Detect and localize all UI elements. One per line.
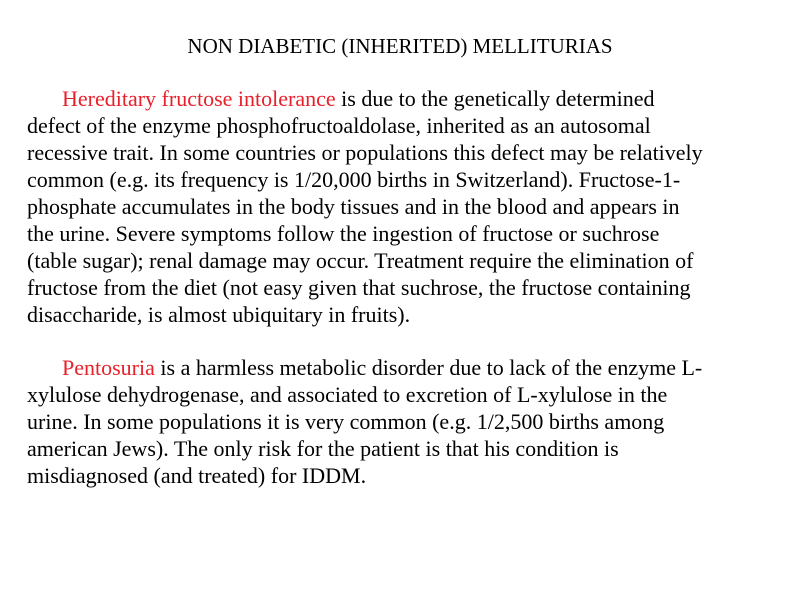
paragraph-line xyxy=(27,354,777,381)
paragraph-line: american Jews). The only risk for the patient is that his condition is xyxy=(27,436,619,461)
paragraph-line-text: is due to the genetically determined xyxy=(335,86,655,111)
paragraph-line: disaccharide, is almost ubiquitary in fruits). xyxy=(27,302,411,327)
paragraph-pentosuria xyxy=(27,354,777,489)
paragraph-line: misdiagnosed (and treated) for IDDM. xyxy=(27,463,367,488)
paragraph-line: the urine. Severe symptoms follow the ingestion of fructose or suchrose xyxy=(27,221,660,246)
paragraph-line: phosphate accumulates in the body tissues and in the blood and appears in xyxy=(27,194,680,219)
paragraph-line-text: is a harmless metabolic disorder due to lack of the enzyme L- xyxy=(154,355,703,380)
paragraph-line: (table sugar); renal damage may occur. Treatment require the elimination of xyxy=(27,248,694,273)
paragraph-line: common (e.g. its frequency is 1/20,000 births in Switzerland). Fructose-1- xyxy=(27,167,681,192)
slide-title: NON DIABETIC (INHERITED) MELLITURIAS xyxy=(187,34,613,58)
paragraph-line xyxy=(27,85,777,112)
highlighted-term: Hereditary fructose intolerance xyxy=(62,86,336,111)
paragraph-line: recessive trait. In some countries or populations this defect may be relatively xyxy=(27,140,703,165)
paragraph-fructose-intolerance xyxy=(27,85,777,328)
paragraph-line: defect of the enzyme phosphofructoaldolase, inherited as an autosomal xyxy=(27,113,651,138)
paragraph-line: xylulose dehydrogenase, and associated to excretion of L-xylulose in the xyxy=(27,382,668,407)
paragraph-line: urine. In some populations it is very common (e.g. 1/2,500 births among xyxy=(27,409,665,434)
highlighted-term: Pentosuria xyxy=(62,355,155,380)
paragraph-line: fructose from the diet (not easy given that suchrose, the fructose containing xyxy=(27,275,691,300)
